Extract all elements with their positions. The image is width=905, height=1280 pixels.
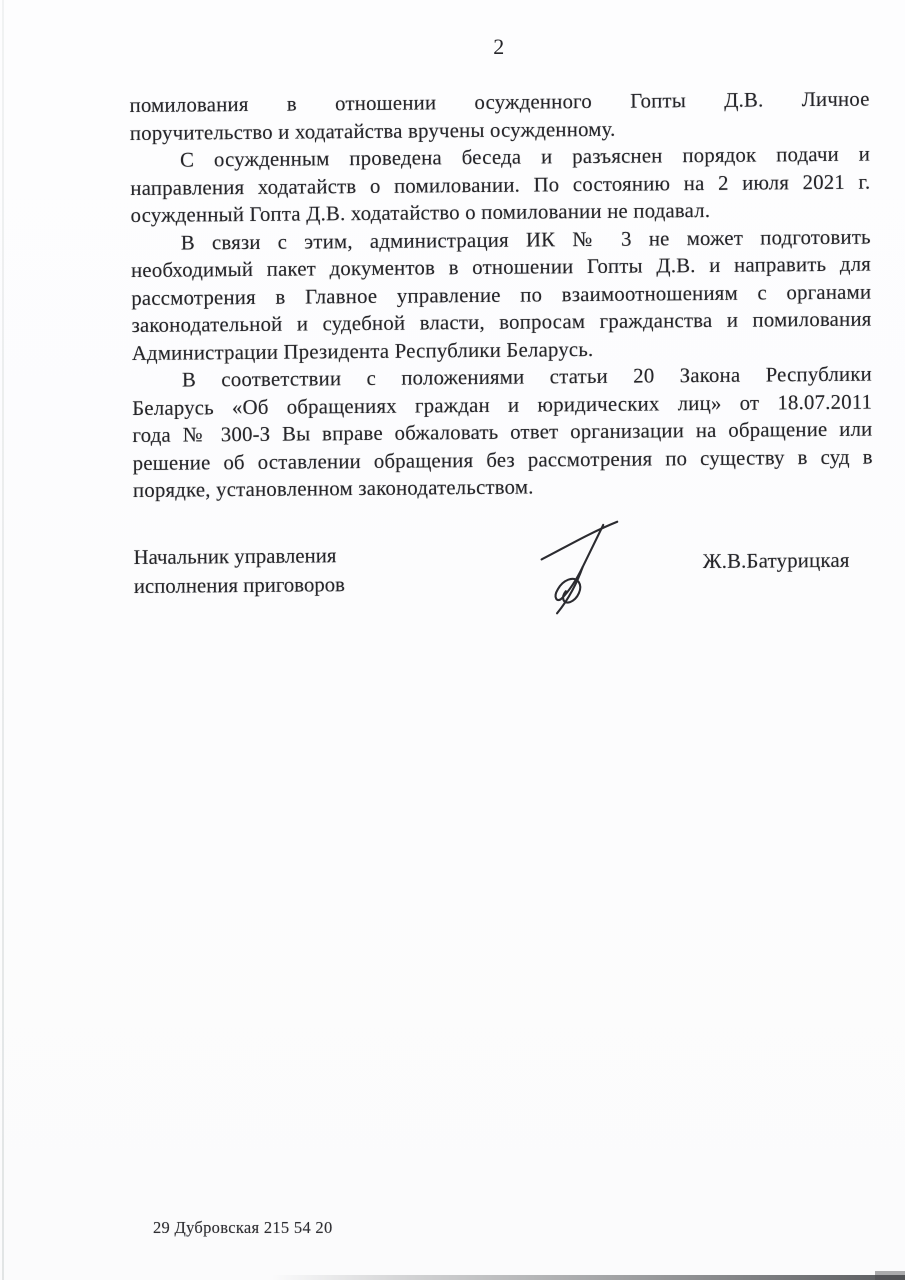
handwritten-signature-icon [531, 506, 632, 615]
signer-title: Начальник управления исполнения приговоров [133, 543, 346, 598]
text-line: рассмотрения в Главное управление по взаимоотношениям с органами [131, 280, 872, 310]
text-line: С осужденным проведена беседа и разъяснен порядок подачи и [179, 142, 871, 172]
footer-reference: 29 Дубровская 215 54 20 [153, 1218, 333, 1237]
scan-edge-left [2, 0, 4, 1280]
text-line: поручительство и ходатайства вручены осужденному. [129, 117, 616, 145]
signer-name: Ж.В.Батурицкая [702, 548, 850, 573]
text-line: Беларусь «Об обращениях граждан и юридических лиц» от 18.07.2011 [132, 390, 873, 420]
text-line: В соответствии с положениями статьи 20 Закона Республики [181, 362, 873, 392]
text-line: порядке, установленном законодательством. [132, 475, 534, 502]
document-body [129, 86, 873, 505]
text-line: Администрации Президента Республики Беларусь. [131, 337, 594, 365]
page-number: 2 [493, 34, 505, 59]
text-line: В связи с этим, администрация ИК № 3 не может подготовить [180, 225, 871, 255]
text-line: направления ходатайств о помиловании. По состоянию на 2 июля 2021 г. [130, 170, 871, 200]
text-line: года № 300-З Вы вправе обжаловать ответ организации на обращение или [132, 417, 873, 447]
text-line: осужденный Гопта Д.В. ходатайство о помиловании не подавал. [130, 198, 711, 227]
document-content [129, 86, 873, 601]
scan-edge-bottom [0, 1275, 905, 1280]
text-line: законодательной и судебной власти, вопросам гражданства и помилования [131, 307, 872, 337]
text-line: решение об оставлении обращения без рассмотрения по существу в суд в [132, 445, 873, 475]
text-line: помилования в отношении осужденного Гопты Д.В. Личное [129, 87, 870, 118]
text-line: необходимый пакет документов в отношении Гопты Д.В. и направить для [130, 252, 872, 282]
signature-block [133, 536, 873, 600]
